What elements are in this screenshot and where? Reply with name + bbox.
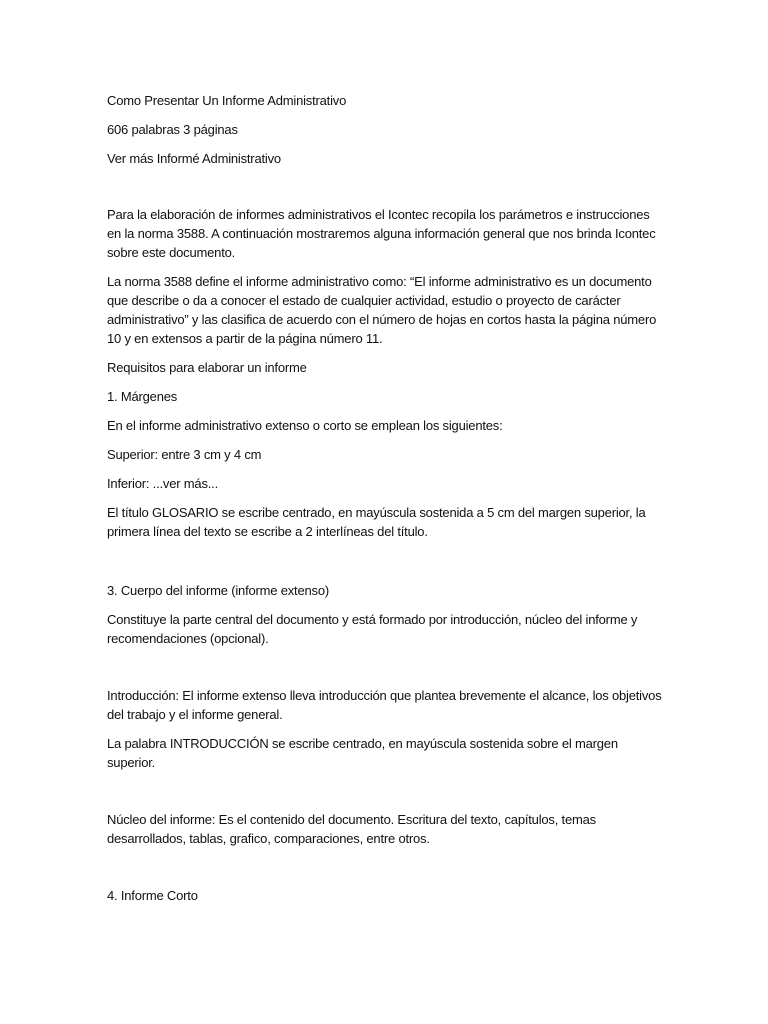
paragraph-cuerpo: Constituye la parte central del documento y está formado por introducción, núcleo del informe y recomendaciones (opcional). (107, 612, 638, 646)
margin-inferior: Inferior: ...ver más... (107, 476, 218, 491)
paragraph-introduccion: Introducción: El informe extenso lleva introducción que plantea brevemente el alcance, los objetivos del trabajo y el informe general. (107, 688, 662, 722)
section-heading-cuerpo: 3. Cuerpo del informe (informe extenso) (107, 583, 329, 598)
document-title: Como Presentar Un Informe Administrativo (107, 93, 347, 108)
document-meta: 606 palabras 3 páginas (107, 122, 238, 137)
paragraph-margenes: En el informe administrativo extenso o corto se emplean los siguientes: (107, 418, 503, 433)
document-page (107, 91, 667, 915)
paragraph-glosario: El título GLOSARIO se escribe centrado, en mayúscula sostenida a 5 cm del margen superior, la primera línea del texto se escribe a 2 interlíneas del título. (107, 505, 646, 539)
paragraph-nucleo: Núcleo del informe: Es el contenido del documento. Escritura del texto, capítulos, temas desarrollados, tablas, grafico, comparaciones, entre otros. (107, 812, 596, 846)
paragraph-intro: Para la elaboración de informes administrativos el Icontec recopila los parámetros e instrucciones en la norma 3588. A continuación mostraremos alguna información general que nos brinda Icontec sobre este documento. (107, 207, 656, 260)
section-heading-informe-corto: 4. Informe Corto (107, 888, 198, 903)
section-heading-margenes: 1. Márgenes (107, 389, 178, 404)
paragraph-definition: La norma 3588 define el informe administrativo como: “El informe administrativo es un documento que describe o da a conocer el estado de cualquier actividad, estudio o proyecto de carácter administrativo” y las clasifica de acuerdo con el número de hojas en cortos hasta la página número 10 y en extensos a partir de la página número 11. (107, 274, 657, 346)
margin-superior: Superior: entre 3 cm y 4 cm (107, 447, 262, 462)
see-more-link[interactable]: Ver más Informé Administrativo (107, 151, 281, 166)
paragraph-introduccion-format: La palabra INTRODUCCIÓN se escribe centrado, en mayúscula sostenida sobre el margen superior. (107, 736, 618, 770)
section-heading-requisitos: Requisitos para elaborar un informe (107, 360, 307, 375)
